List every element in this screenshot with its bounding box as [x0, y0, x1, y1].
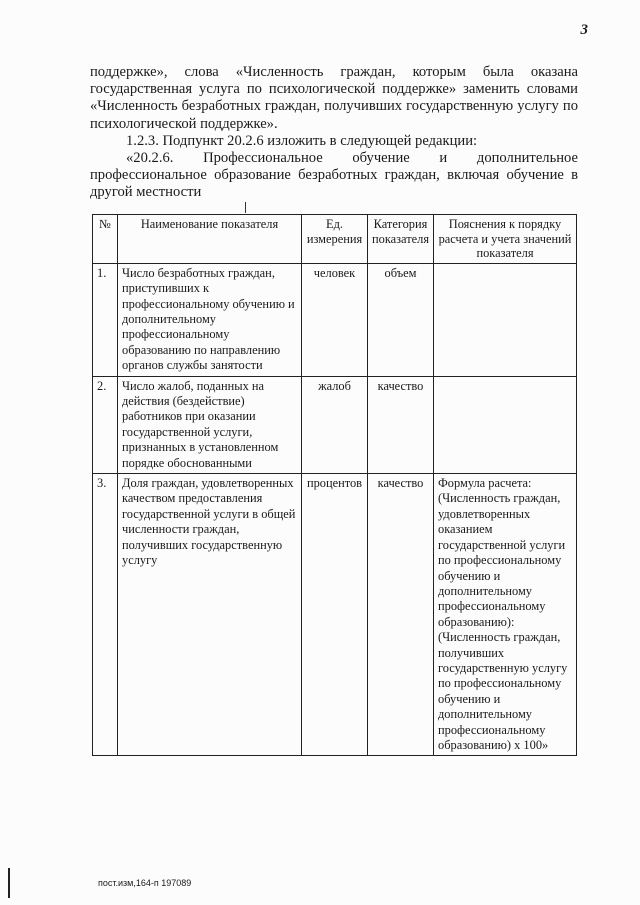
header-notes: Пояснения к порядку расчета и учета значений показателя — [434, 215, 577, 264]
row-num: 1. — [93, 263, 118, 376]
row-category: качество — [368, 376, 434, 473]
header-name: Наименование показателя — [118, 215, 302, 264]
header-num: № — [93, 215, 118, 264]
table-row — [93, 474, 577, 756]
scan-mark — [245, 202, 246, 213]
row-name: Число безработных граждан, приступивших к профессиональному обучению и дополнительному профессиональному образованию по направлению органов службы занятости — [118, 263, 302, 376]
intro-paragraph-3: «20.2.6. Профессиональное обучение и дополнительное профессиональное образование безработных граждан, включая обучение в другой местности — [90, 150, 578, 201]
page-number: 3 — [580, 22, 588, 38]
row-num: 2. — [93, 376, 118, 473]
table-row — [93, 376, 577, 473]
row-name: Число жалоб, поданных на действия (бездействие) работников при оказании государственной услуги, признанных в установленном порядке обоснованными — [118, 376, 302, 473]
document-footer: пост.изм,164-п 197089 — [98, 878, 192, 888]
indicators-table — [92, 214, 577, 756]
intro-paragraph-2: 1.2.3. Подпункт 20.2.6 изложить в следующей редакции: — [126, 132, 478, 149]
table-row — [93, 263, 577, 376]
row-category: объем — [368, 263, 434, 376]
row-unit: человек — [302, 263, 368, 376]
table-header-row — [93, 215, 577, 264]
intro-text — [90, 64, 578, 202]
header-unit: Ед. измерения — [302, 215, 368, 264]
row-name: Доля граждан, удовлетворенных качеством предоставления государственной услуги в общей численности граждан, получивших государственную услугу — [118, 474, 302, 756]
row-notes — [434, 263, 577, 376]
row-num: 3. — [93, 474, 118, 756]
scan-edge-mark — [8, 868, 10, 898]
intro-paragraph-1: поддержке», слова «Численность граждан, которым была оказана государственная услуга по психологической поддержке» заменить словами «Численность безработных граждан, получивших государственную услугу по психологической поддержке». — [90, 64, 578, 132]
row-unit: процентов — [302, 474, 368, 756]
row-category: качество — [368, 474, 434, 756]
header-category: Категория показателя — [368, 215, 434, 264]
row-unit: жалоб — [302, 376, 368, 473]
row-notes: Формула расчета: (Численность граждан, удовлетворенных оказанием государственной услуги по профессиональному обучению и дополнительному профессиональному образованию): (Численность граждан, получивших государственную услугу по профессиональному обучению и дополнительному профессиональному образованию) x 100» — [434, 474, 577, 756]
row-notes — [434, 376, 577, 473]
